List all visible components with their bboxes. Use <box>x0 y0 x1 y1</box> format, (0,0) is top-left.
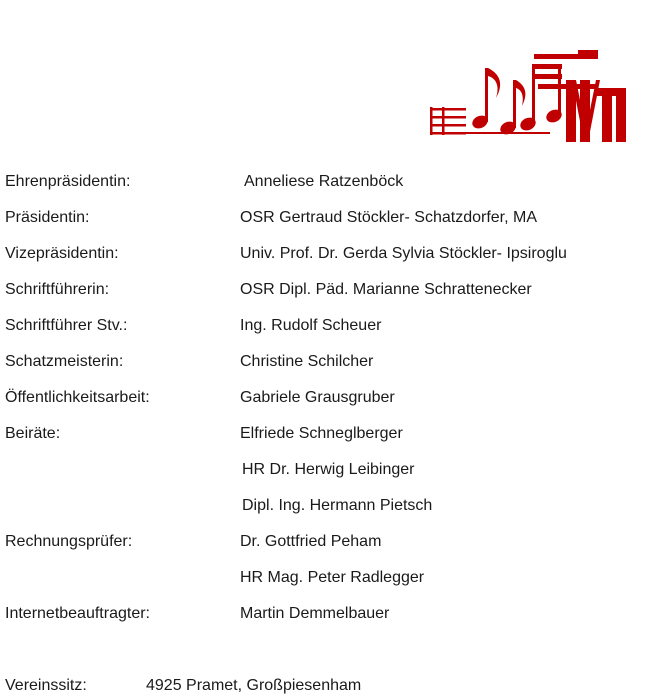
seat-address: 4925 Pramet, Großpiesenham <box>146 677 362 694</box>
music-notes-logo-icon <box>428 50 628 146</box>
role-label: Rechnungsprüfer: <box>5 533 133 550</box>
member-name: Anneliese Ratzenböck <box>244 173 404 190</box>
role-label: Öffentlichkeitsarbeit: <box>5 389 150 406</box>
member-name: Dr. Gottfried Peham <box>240 533 382 550</box>
member-name: OSR Dipl. Päd. Marianne Schrattenecker <box>240 281 532 298</box>
member-name: Dipl. Ing. Hermann Pietsch <box>242 497 433 514</box>
member-name: OSR Gertraud Stöckler- Schatzdorfer, MA <box>240 209 537 226</box>
member-name: Ing. Rudolf Scheuer <box>240 317 382 334</box>
role-label: Vizepräsidentin: <box>5 245 119 262</box>
member-name: HR Dr. Herwig Leibinger <box>242 461 415 478</box>
member-name: HR Mag. Peter Radlegger <box>240 569 425 586</box>
member-name: Christine Schilcher <box>240 353 374 370</box>
role-label: Ehrenpräsidentin: <box>5 173 131 190</box>
member-name: Martin Demmelbauer <box>240 605 390 622</box>
role-label: Schriftführer Stv.: <box>5 317 128 334</box>
role-label: Präsidentin: <box>5 209 90 226</box>
seat-label: Vereinssitz: <box>5 677 87 694</box>
member-name: Univ. Prof. Dr. Gerda Sylvia Stöckler- Ipsiroglu <box>240 245 567 262</box>
member-name: Gabriele Grausgruber <box>240 389 395 406</box>
role-label: Beiräte: <box>5 425 61 442</box>
member-name: Elfriede Schneglberger <box>240 425 403 442</box>
role-label: Schatzmeisterin: <box>5 353 124 370</box>
role-label: Internetbeauftragter: <box>5 605 150 622</box>
role-label: Schriftführerin: <box>5 281 110 298</box>
